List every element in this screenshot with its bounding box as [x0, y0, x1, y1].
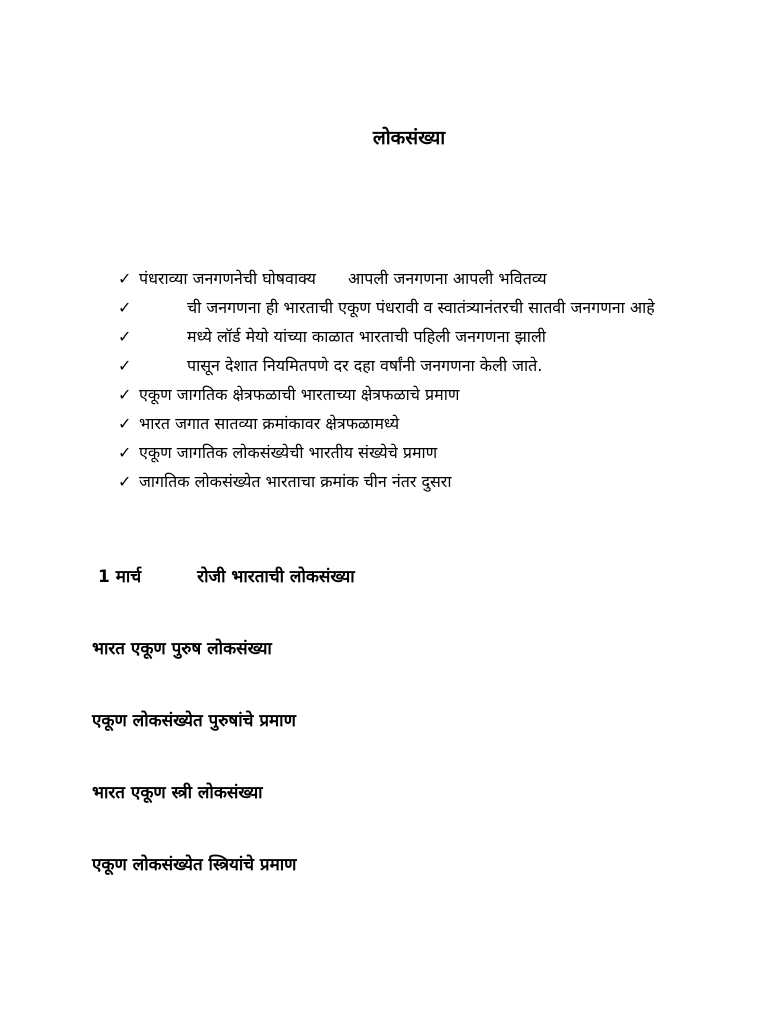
- list-item: [118, 467, 718, 496]
- male-ratio-label: एकूण लोकसंख्येत पुरुषांचे प्रमाण: [92, 711, 296, 731]
- list-item: [118, 380, 718, 409]
- bullet-text: जागतिक लोकसंख्येत भारताचा क्रमांक चीन नंतर दुसरा: [139, 472, 452, 491]
- checkmark-icon: ✓: [118, 414, 132, 433]
- male-population-label: भारत एकूण पुरुष लोकसंख्या: [92, 639, 272, 659]
- population-date-heading: [98, 564, 355, 587]
- checkmark-icon: ✓: [118, 269, 132, 288]
- population-label: रोजी भारताची लोकसंख्या: [197, 567, 355, 587]
- checkmark-icon: ✓: [118, 472, 132, 491]
- list-item: [118, 264, 718, 293]
- female-population-label: भारत एकूण स्त्री लोकसंख्या: [92, 783, 263, 803]
- list-item: [118, 293, 679, 322]
- page-title: लोकसंख्या: [372, 127, 446, 149]
- list-item: [118, 322, 718, 351]
- checkmark-icon: ✓: [118, 298, 132, 317]
- census-facts-list: [118, 264, 718, 496]
- bullet-text: पासून देशात नियमितपणे दर दहा वर्षांनी जनगणना केली जाते.: [187, 356, 543, 375]
- bullet-text: एकूण जागतिक लोकसंख्येची भारतीय संख्येचे प्रमाण: [139, 443, 438, 462]
- bullet-text: भारत जगात सातव्या क्रमांकावर क्षेत्रफळामध्ये: [139, 414, 400, 433]
- checkmark-icon: ✓: [118, 443, 132, 462]
- bullet-text: मध्ये लॉर्ड मेयो यांच्या काळात भारताची पहिली जनगणना झाली: [187, 327, 546, 346]
- checkmark-icon: ✓: [118, 356, 132, 375]
- list-item: [118, 409, 718, 438]
- female-ratio-label: एकूण लोकसंख्येत स्त्रियांचे प्रमाण: [92, 855, 297, 875]
- checkmark-icon: ✓: [118, 385, 132, 404]
- list-item: [118, 438, 718, 467]
- bullet-text: एकूण जागतिक क्षेत्रफळाची भारताच्या क्षेत्रफळाचे प्रमाण: [139, 385, 460, 404]
- date-prefix: 1 मार्च: [98, 567, 142, 587]
- bullet-text: पंधराव्या जनगणनेची घोषवाक्य: [139, 269, 316, 288]
- bullet-text-secondary: आपली जनगणना आपली भवितव्य: [347, 269, 547, 288]
- list-item: [118, 351, 718, 380]
- checkmark-icon: ✓: [118, 327, 132, 346]
- bullet-text: ची जनगणना ही भारताची एकूण पंधरावी व स्वातंत्र्यानंतरची सातवी जनगणना आहे: [187, 298, 655, 317]
